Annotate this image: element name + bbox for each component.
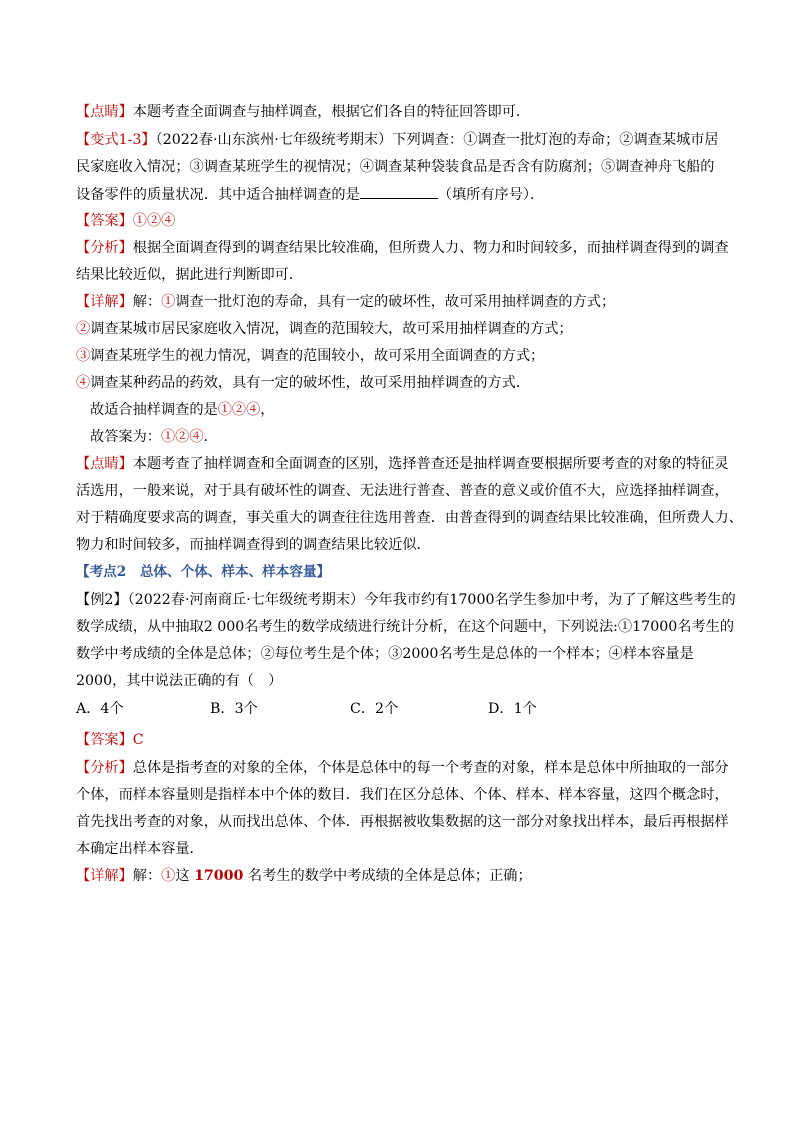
variant-question-line-3: 设备零件的质量状况．其中适合抽样调查的是 （填所有序号）． — [76, 184, 544, 205]
analysis-2-line-3: 首先找出考查的对象，从而找出总体、个体．再根据被收集数据的这一部分对象找出样本，最后再根据样 — [76, 814, 729, 830]
detail-1-line-6: 故答案为：①②④． — [90, 429, 218, 445]
answer-blank — [360, 184, 438, 199]
point-note-2-line-2: 活选用，一般来说，对于具有破坏性的调查、无法进行普查、普查的意义或价值不大，应选择抽样调查， — [76, 483, 729, 499]
point-note-2-line-1: 【点睛】本题考查了抽样调查和全面调查的区别，选择普查还是抽样调查要根据所要考查的对象的特征灵 — [76, 456, 729, 472]
detail-1-line-1: 【详解】解：①调查一批灯泡的寿命，具有一定的破坏性，故可采用抽样调查的方式； — [76, 294, 616, 310]
detail-1-line-3: ③调查某班学生的视力情况，调查的范围较小，故可采用全面调查的方式； — [76, 348, 545, 364]
point-note-label: 【点睛】 — [76, 104, 133, 120]
variant-question-line-2: 民家庭收入情况；③调查某班学生的视情况；④调查某种袋装食品是否含有防腐剂；⑤调查神舟飞船的 — [76, 159, 715, 175]
example-line-1: 【例2】（2022春·河南商丘·七年级统考期末）今年我市约有17000名学生参加中考，为了了解这些考生的 — [76, 592, 736, 608]
analysis-label: 【分析】 — [76, 240, 133, 256]
detail-label: 【详解】 — [76, 294, 133, 310]
answer-1 — [76, 211, 175, 231]
detail-label: 【详解】 — [76, 868, 133, 884]
point-note-2-line-3: 对于精确度要求高的调查，事关重大的调查往往选用普查．由普查得到的调查结果比较准确，但所费人力、 — [76, 510, 743, 526]
answer-2 — [76, 730, 144, 750]
variant-question-line-1: 【变式1-3】（2022春·山东滨州·七年级统考期末）下列调查：①调查一批灯泡的寿命；②调查某城市居 — [76, 132, 719, 148]
example-line-3: 数学中考成绩的全体是总体；②每位考生是个体；③2000名考生是总体的一个样本；④样本容量是 — [76, 646, 694, 662]
point-note-label: 【点睛】 — [76, 456, 133, 472]
variant-label: 【变式1-3】 — [76, 132, 156, 148]
analysis-label: 【分析】 — [76, 760, 133, 776]
answer-label: 【答案】 — [76, 732, 133, 748]
detail-1-line-4: ④调查某种药品的药效，具有一定的破坏性，故可采用抽样调查的方式． — [76, 375, 531, 391]
analysis-1-line-1: 【分析】根据全面调查得到的调查结果比较准确，但所费人力、物力和时间较多，而抽样调查得到的调查 — [76, 240, 729, 256]
analysis-1-line-2: 结果比较近似，据此进行判断即可． — [76, 267, 304, 283]
example-line-4: 2000，其中说法正确的有（ ） — [76, 673, 283, 689]
analysis-2-line-4: 本确定出样本容量． — [76, 841, 204, 857]
answer-label: 【答案】 — [76, 213, 133, 229]
example-label: 【例2】 — [76, 592, 128, 608]
detail-2-line-1: 【详解】解：①这 17000 名考生的数学中考成绩的全体是总体；正确； — [76, 868, 532, 884]
detail-1-line-2: ②调查某城市居民家庭收入情况，调查的范围较大，故可采用抽样调查的方式； — [76, 321, 573, 337]
topic-heading: 【考点2 总体、个体、样本、样本容量】 — [76, 564, 331, 580]
point-note-2-line-4: 物力和时间较多，而抽样调查得到的调查结果比较近似． — [76, 537, 431, 553]
option-d: D．1个 — [488, 701, 537, 717]
detail-1-line-5: 故适合抽样调查的是①②④， — [90, 402, 275, 418]
option-a: A．4个 — [76, 701, 124, 717]
example-line-2: 数学成绩，从中抽取2 000名考生的数学成绩进行统计分析，在这个问题中，下列说法:①17000名考生的 — [76, 619, 735, 635]
answer-value: ①②④ — [132, 213, 176, 229]
analysis-2-line-1: 【分析】总体是指考查的对象的全体，个体是总体中的每一个考查的对象，样本是总体中所抽取的一部分 — [76, 760, 729, 776]
point-note-1: 【点睛】本题考查全面调查与抽样调查，根据它们各自的特征回答即可． — [76, 104, 531, 120]
option-b: B．3个 — [210, 701, 258, 717]
answer-value: C — [132, 732, 144, 748]
analysis-2-line-2: 个体，而样本容量则是指样本中个体的数目．我们在区分总体、个体、样本、样本容量，这四个概念时， — [76, 787, 729, 803]
option-c: C．2个 — [350, 701, 399, 717]
